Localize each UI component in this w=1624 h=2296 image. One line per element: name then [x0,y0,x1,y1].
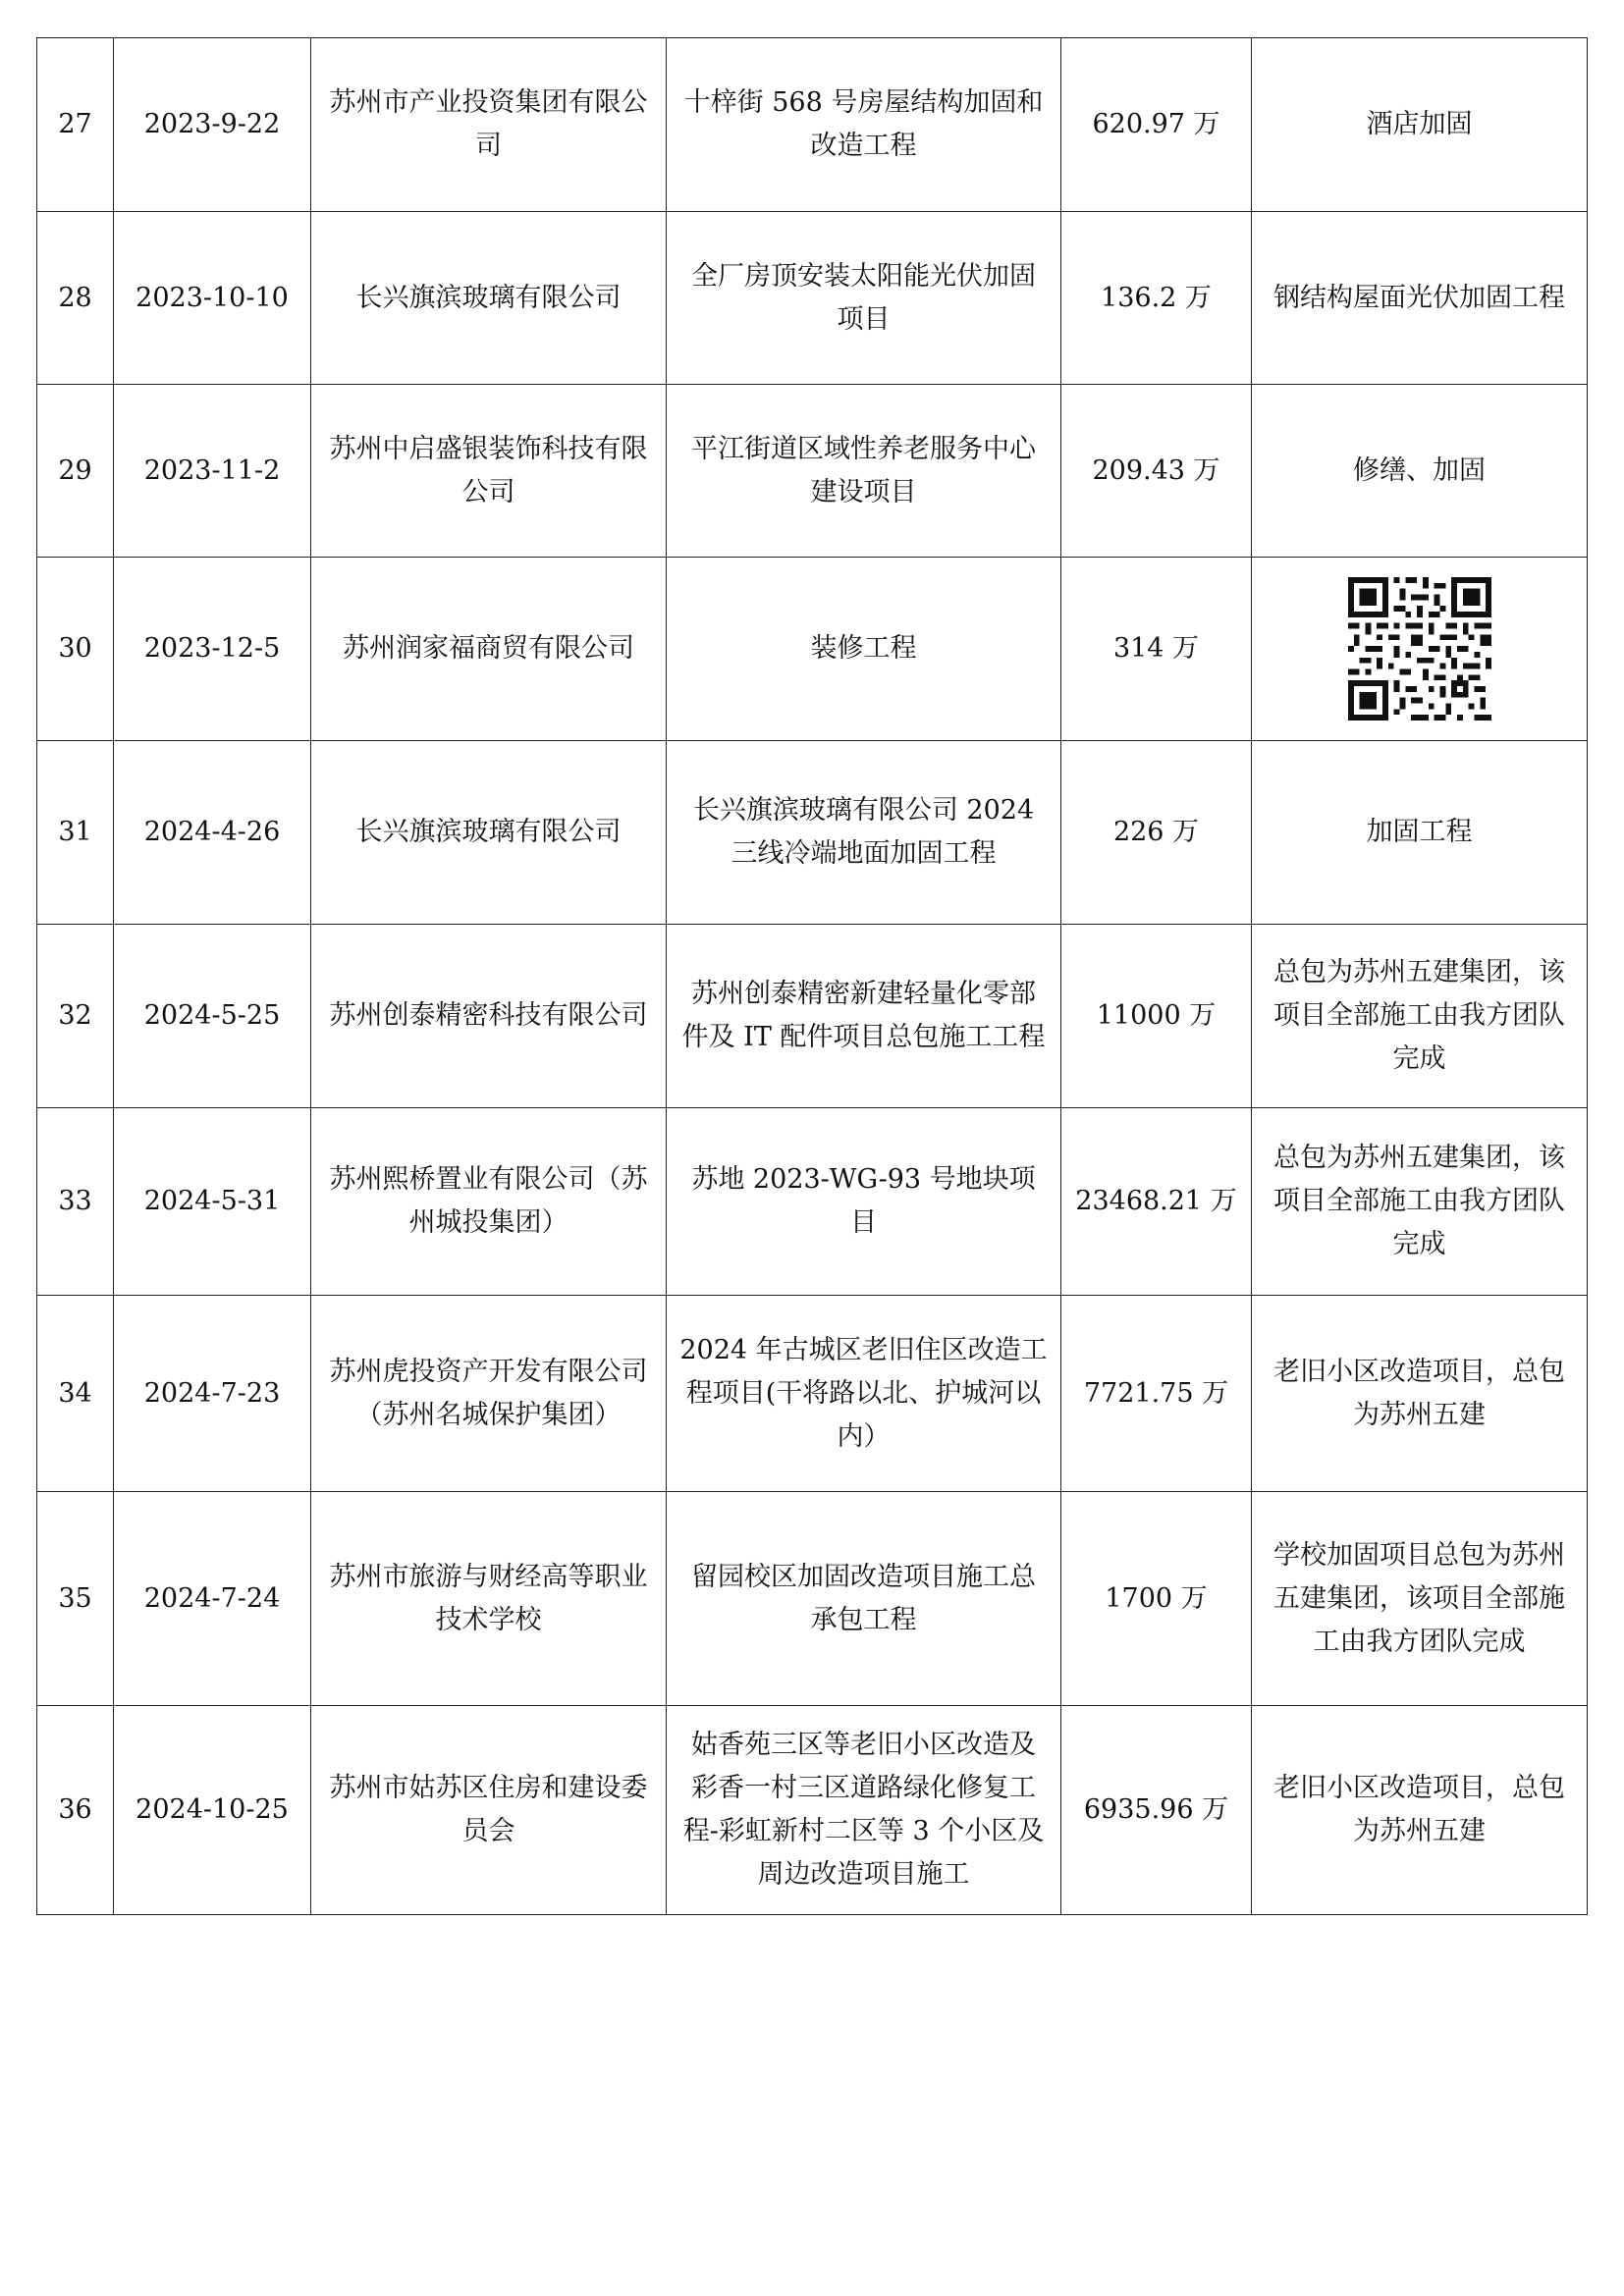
row-number: 33 [37,1108,114,1296]
remark: 修缮、加固 [1252,385,1588,558]
project-name: 苏地 2023-WG-93 号地块项目 [667,1108,1061,1296]
contract-date: 2024-5-31 [114,1108,311,1296]
client-name: 苏州市产业投资集团有限公司 [311,38,667,212]
contract-date: 2024-4-26 [114,741,311,925]
table-row [37,38,1588,212]
contract-date: 2024-5-25 [114,925,311,1108]
contract-amount: 136.2 万 [1061,212,1252,385]
contract-amount: 1700 万 [1061,1492,1252,1706]
client-name: 长兴旗滨玻璃有限公司 [311,212,667,385]
client-name: 苏州润家福商贸有限公司 [311,558,667,741]
project-name: 十梓街 568 号房屋结构加固和改造工程 [667,38,1061,212]
contract-amount: 6935.96 万 [1061,1706,1252,1915]
row-number: 34 [37,1296,114,1492]
row-number: 32 [37,925,114,1108]
client-name: 苏州市姑苏区住房和建设委员会 [311,1706,667,1915]
remark: 钢结构屋面光伏加固工程 [1252,212,1588,385]
contract-amount: 226 万 [1061,741,1252,925]
project-name: 2024 年古城区老旧住区改造工程项目(干将路以北、护城河以内） [667,1296,1061,1492]
project-name: 留园校区加固改造项目施工总承包工程 [667,1492,1061,1706]
row-number: 35 [37,1492,114,1706]
contract-amount: 209.43 万 [1061,385,1252,558]
remark: 加固工程 [1252,741,1588,925]
table-row [37,1296,1588,1492]
contract-date: 2024-7-24 [114,1492,311,1706]
table-row [37,385,1588,558]
row-number: 31 [37,741,114,925]
client-name: 苏州中启盛银装饰科技有限公司 [311,385,667,558]
project-records-table [36,37,1588,1915]
remark: 酒店加固 [1252,38,1588,212]
project-name: 装修工程 [667,558,1061,741]
client-name: 苏州熙桥置业有限公司（苏州城投集团） [311,1108,667,1296]
table-row [37,558,1588,741]
contract-amount: 314 万 [1061,558,1252,741]
table-row [37,1108,1588,1296]
contract-date: 2023-11-2 [114,385,311,558]
row-number: 27 [37,38,114,212]
remark: 学校加固项目总包为苏州五建集团，该项目全部施工由我方团队完成 [1252,1492,1588,1706]
row-number: 29 [37,385,114,558]
table-row [37,1492,1588,1706]
remark: 总包为苏州五建集团，该项目全部施工由我方团队完成 [1252,925,1588,1108]
table-row [37,1706,1588,1915]
client-name: 苏州虎投资产开发有限公司（苏州名城保护集团） [311,1296,667,1492]
contract-date: 2023-9-22 [114,38,311,212]
contract-amount: 11000 万 [1061,925,1252,1108]
project-name: 姑香苑三区等老旧小区改造及彩香一村三区道路绿化修复工程-彩虹新村二区等 3 个小区及周边改造项目施工 [667,1706,1061,1915]
contract-date: 2024-10-25 [114,1706,311,1915]
project-name: 平江街道区域性养老服务中心建设项目 [667,385,1061,558]
client-name: 苏州市旅游与财经高等职业技术学校 [311,1492,667,1706]
contract-date: 2023-12-5 [114,558,311,741]
project-records-sheet [36,37,1587,1915]
contract-amount: 7721.75 万 [1061,1296,1252,1492]
remark: 老旧小区改造项目，总包为苏州五建 [1252,1706,1588,1915]
row-number: 28 [37,212,114,385]
project-name: 全厂房顶安装太阳能光伏加固项目 [667,212,1061,385]
table-row [37,212,1588,385]
contract-date: 2023-10-10 [114,212,311,385]
contract-amount: 620.97 万 [1061,38,1252,212]
table-row [37,741,1588,925]
row-number: 30 [37,558,114,741]
contract-date: 2024-7-23 [114,1296,311,1492]
project-name: 苏州创泰精密新建轻量化零部件及 IT 配件项目总包施工工程 [667,925,1061,1108]
contract-amount: 23468.21 万 [1061,1108,1252,1296]
project-name: 长兴旗滨玻璃有限公司 2024 三线冷端地面加固工程 [667,741,1061,925]
row-number: 36 [37,1706,114,1915]
remark [1252,558,1588,741]
client-name: 苏州创泰精密科技有限公司 [311,925,667,1108]
remark: 老旧小区改造项目，总包为苏州五建 [1252,1296,1588,1492]
client-name: 长兴旗滨玻璃有限公司 [311,741,667,925]
qr-code-icon [1348,577,1491,721]
remark: 总包为苏州五建集团，该项目全部施工由我方团队完成 [1252,1108,1588,1296]
table-row [37,925,1588,1108]
